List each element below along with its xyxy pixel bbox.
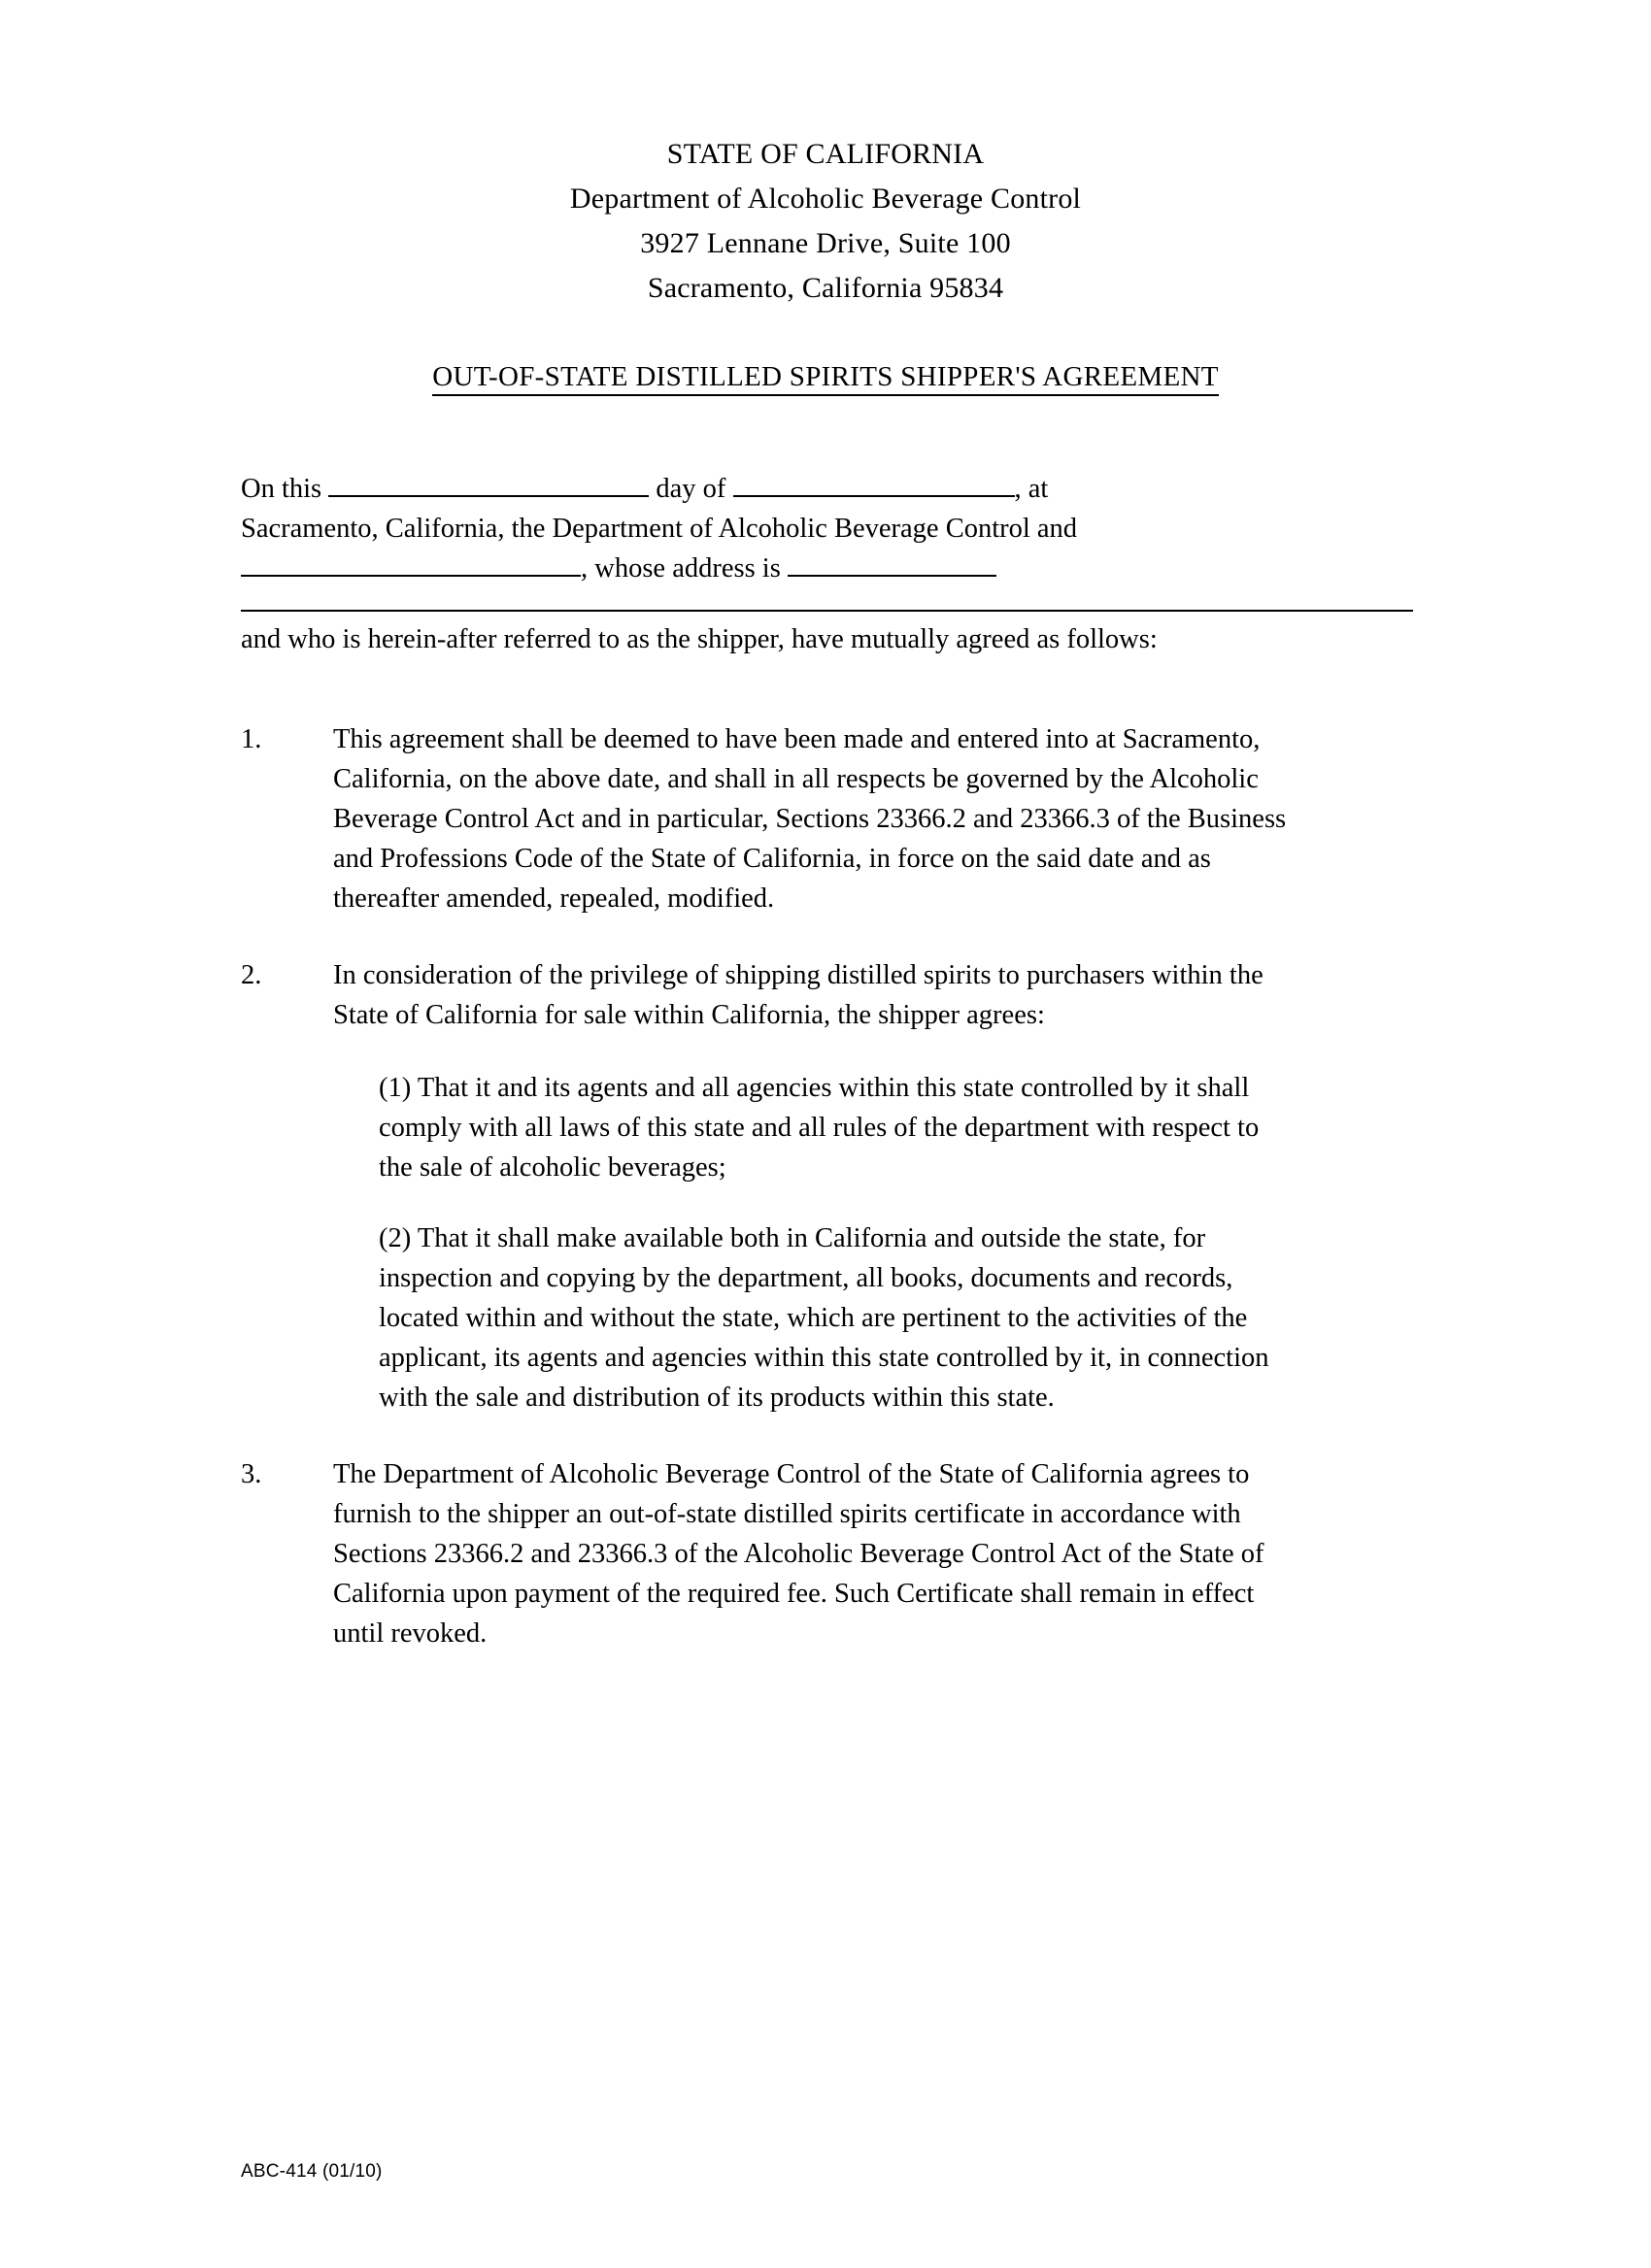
header-line-state: STATE OF CALIFORNIA: [666, 138, 985, 170]
intro-day-of-label: day of: [656, 474, 726, 504]
intro-line-3: [241, 549, 1413, 588]
clause-1-number: 1.: [241, 724, 262, 754]
intro-line-1: [241, 469, 1413, 509]
date-day-field[interactable]: [328, 471, 649, 497]
shipper-name-field[interactable]: [241, 550, 581, 577]
header-line-department: Department of Alcoholic Beverage Control: [569, 183, 1082, 215]
intro-at-label: , at: [1014, 474, 1049, 504]
clause-3: [241, 1454, 1413, 1653]
shipper-address-field-2[interactable]: [241, 592, 1413, 612]
header-line-street: 3927 Lennane Drive, Suite 100: [640, 227, 1011, 259]
clause-3-number: 3.: [241, 1459, 262, 1489]
clause-1: [241, 719, 1413, 918]
clause-2-subclause-2: (2) That it shall make available both in California and outside the state, for inspection and copying by the department, all books, documents and records, located within and without the state, which are pertinent to the activities of the applicant, its agents and agencies within this state controlled by it, in connection with the sale and distribution of its products within this state.: [379, 1223, 1269, 1413]
document-title: [0, 361, 1651, 393]
intro-line-2: Sacramento, California, the Department of Alcoholic Beverage Control and: [241, 514, 1078, 544]
intro-address-label: , whose address is: [581, 553, 781, 584]
date-month-field[interactable]: [733, 471, 1015, 497]
form-number-footer: ABC-414 (01/10): [241, 2161, 383, 2182]
intro-line-4: and who is herein-after referred to as the shipper, have mutually agreed as follows:: [241, 624, 1158, 654]
document-page: [0, 132, 1651, 2268]
header-line-city: Sacramento, California 95834: [647, 272, 1004, 304]
intro-paragraph: [241, 469, 1413, 659]
clause-list: [241, 719, 1413, 1653]
clause-3-text: The Department of Alcoholic Beverage Control of the State of California agrees to furnish to the shipper an out-of-state distilled spirits certificate in accordance with Sections 23366.2 and 23366.3 of the Alcoholic Beverage Control Act of the State of California upon payment of the required fee. Such Certificate shall remain in effect until revoked.: [333, 1459, 1264, 1649]
clause-2-number: 2.: [241, 960, 262, 990]
clause-2: [241, 955, 1413, 1418]
clause-1-text: This agreement shall be deemed to have been made and entered into at Sacramento, California, on the above date, and shall in all respects be governed by the Alcoholic Beverage Control Act and in particular, Sections 23366.2 and 23366.3 of the Business and Professions Code of the State of California, in force on the said date and as thereafter amended, repealed, modified.: [333, 724, 1287, 914]
shipper-address-field-1[interactable]: [788, 550, 996, 577]
document-title-text: OUT-OF-STATE DISTILLED SPIRITS SHIPPER'S AGREEMENT: [432, 361, 1219, 396]
clause-2-body: [333, 955, 1295, 1418]
intro-line-3b: [241, 592, 1413, 612]
document-body: [241, 469, 1413, 1653]
clause-2-text: In consideration of the privilege of shipping distilled spirits to purchasers within the State of California for sale within California, the shipper agrees:: [333, 960, 1264, 1030]
agency-header: [0, 132, 1651, 311]
intro-on-this-label: On this: [241, 474, 322, 504]
clause-2-subclause-1: (1) That it and its agents and all agencies within this state controlled by it shall comply with all laws of this state and all rules of the department with respect to the sale of alcoholic beverages;: [379, 1073, 1260, 1183]
